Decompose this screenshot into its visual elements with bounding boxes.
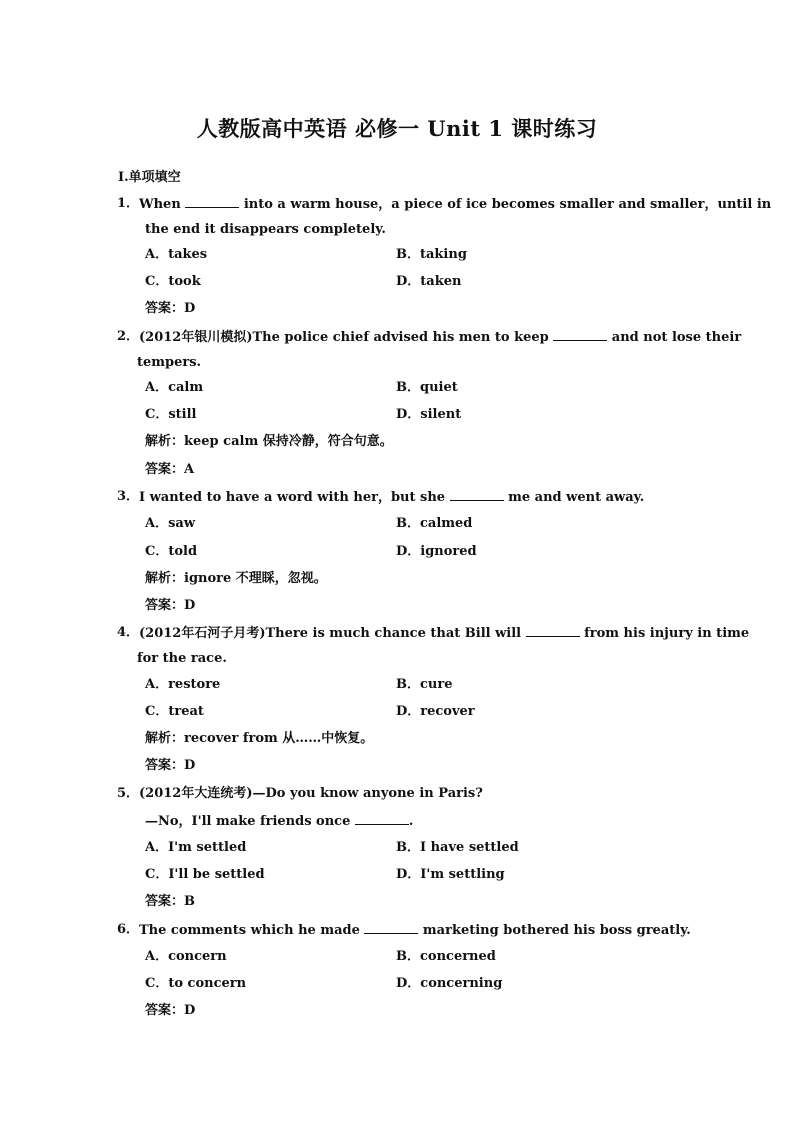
option-c: C．I'll be settled: [145, 867, 265, 882]
option-c: C．treat: [145, 704, 204, 719]
answer-text: 答案：D: [145, 301, 196, 316]
question-number: 1．: [117, 196, 140, 211]
question-stem: When into a warm house，a piece of ice becomes smaller and smaller，until in: [139, 197, 772, 212]
answer-text: 答案：A: [145, 462, 195, 477]
question-number: 5．: [117, 786, 140, 801]
question-stem: (2012年银川模拟)The police chief advised his men to keep and not lose their: [139, 330, 742, 345]
option-c: C．still: [145, 407, 197, 422]
option-b: B．quiet: [396, 380, 458, 395]
option-d: D．recover: [396, 704, 475, 719]
question-number: 2．: [117, 329, 140, 344]
question-stem-continued: the end it disappears completely.: [145, 222, 386, 237]
option-a: A．calm: [145, 380, 204, 395]
option-b: B．taking: [396, 247, 467, 262]
answer-blank: [526, 624, 580, 637]
option-a: A．takes: [145, 247, 208, 262]
answer-text: 答案：D: [145, 1003, 196, 1018]
option-c: C．took: [145, 274, 201, 289]
question-stem: (2012年大连统考)—Do you know anyone in Paris?: [139, 786, 483, 801]
question-stem-continued: for the race.: [137, 651, 227, 666]
option-a: A．restore: [145, 677, 221, 692]
question-stem: I wanted to have a word with her，but she me and went away.: [139, 490, 645, 505]
explanation-text: 解析：recover from 从……中恢复。: [145, 731, 374, 746]
answer-blank: [553, 328, 607, 341]
page-title: 人教版高中英语 必修一 Unit 1 课时练习: [196, 116, 598, 141]
question-stem-continued: —No，I'll make friends once .: [145, 814, 414, 829]
answer-blank: [355, 812, 409, 825]
question-stem: The comments which he made marketing bothered his boss greatly.: [139, 923, 691, 938]
option-b: B．cure: [396, 677, 453, 692]
answer-blank: [450, 488, 504, 501]
explanation-text: 解析：ignore 不理睬，忽视。: [145, 571, 327, 586]
question-number: 3．: [117, 489, 140, 504]
question-stem-continued: tempers.: [137, 355, 202, 370]
answer-blank: [364, 921, 418, 934]
option-d: D．concerning: [396, 976, 503, 991]
question-number: 4．: [117, 625, 140, 640]
answer-blank: [185, 195, 239, 208]
question-stem: (2012年石河子月考)There is much chance that Bill will from his injury in time: [139, 626, 750, 641]
option-a: A．concern: [145, 949, 227, 964]
option-a: A．saw: [145, 516, 196, 531]
question-number: 6．: [117, 922, 140, 937]
answer-text: 答案：D: [145, 598, 196, 613]
option-d: D．silent: [396, 407, 462, 422]
option-d: D．taken: [396, 274, 462, 289]
section-heading: Ⅰ.单项填空: [118, 170, 181, 185]
option-c: C．to concern: [145, 976, 247, 991]
option-d: D．ignored: [396, 544, 477, 559]
option-b: B．concerned: [396, 949, 496, 964]
answer-text: 答案：D: [145, 758, 196, 773]
explanation-text: 解析：keep calm 保持冷静，符合句意。: [145, 434, 393, 449]
option-a: A．I'm settled: [145, 840, 247, 855]
option-c: C．told: [145, 544, 198, 559]
option-b: B．calmed: [396, 516, 473, 531]
option-b: B．I have settled: [396, 840, 519, 855]
option-d: D．I'm settling: [396, 867, 505, 882]
answer-text: 答案：B: [145, 894, 195, 909]
